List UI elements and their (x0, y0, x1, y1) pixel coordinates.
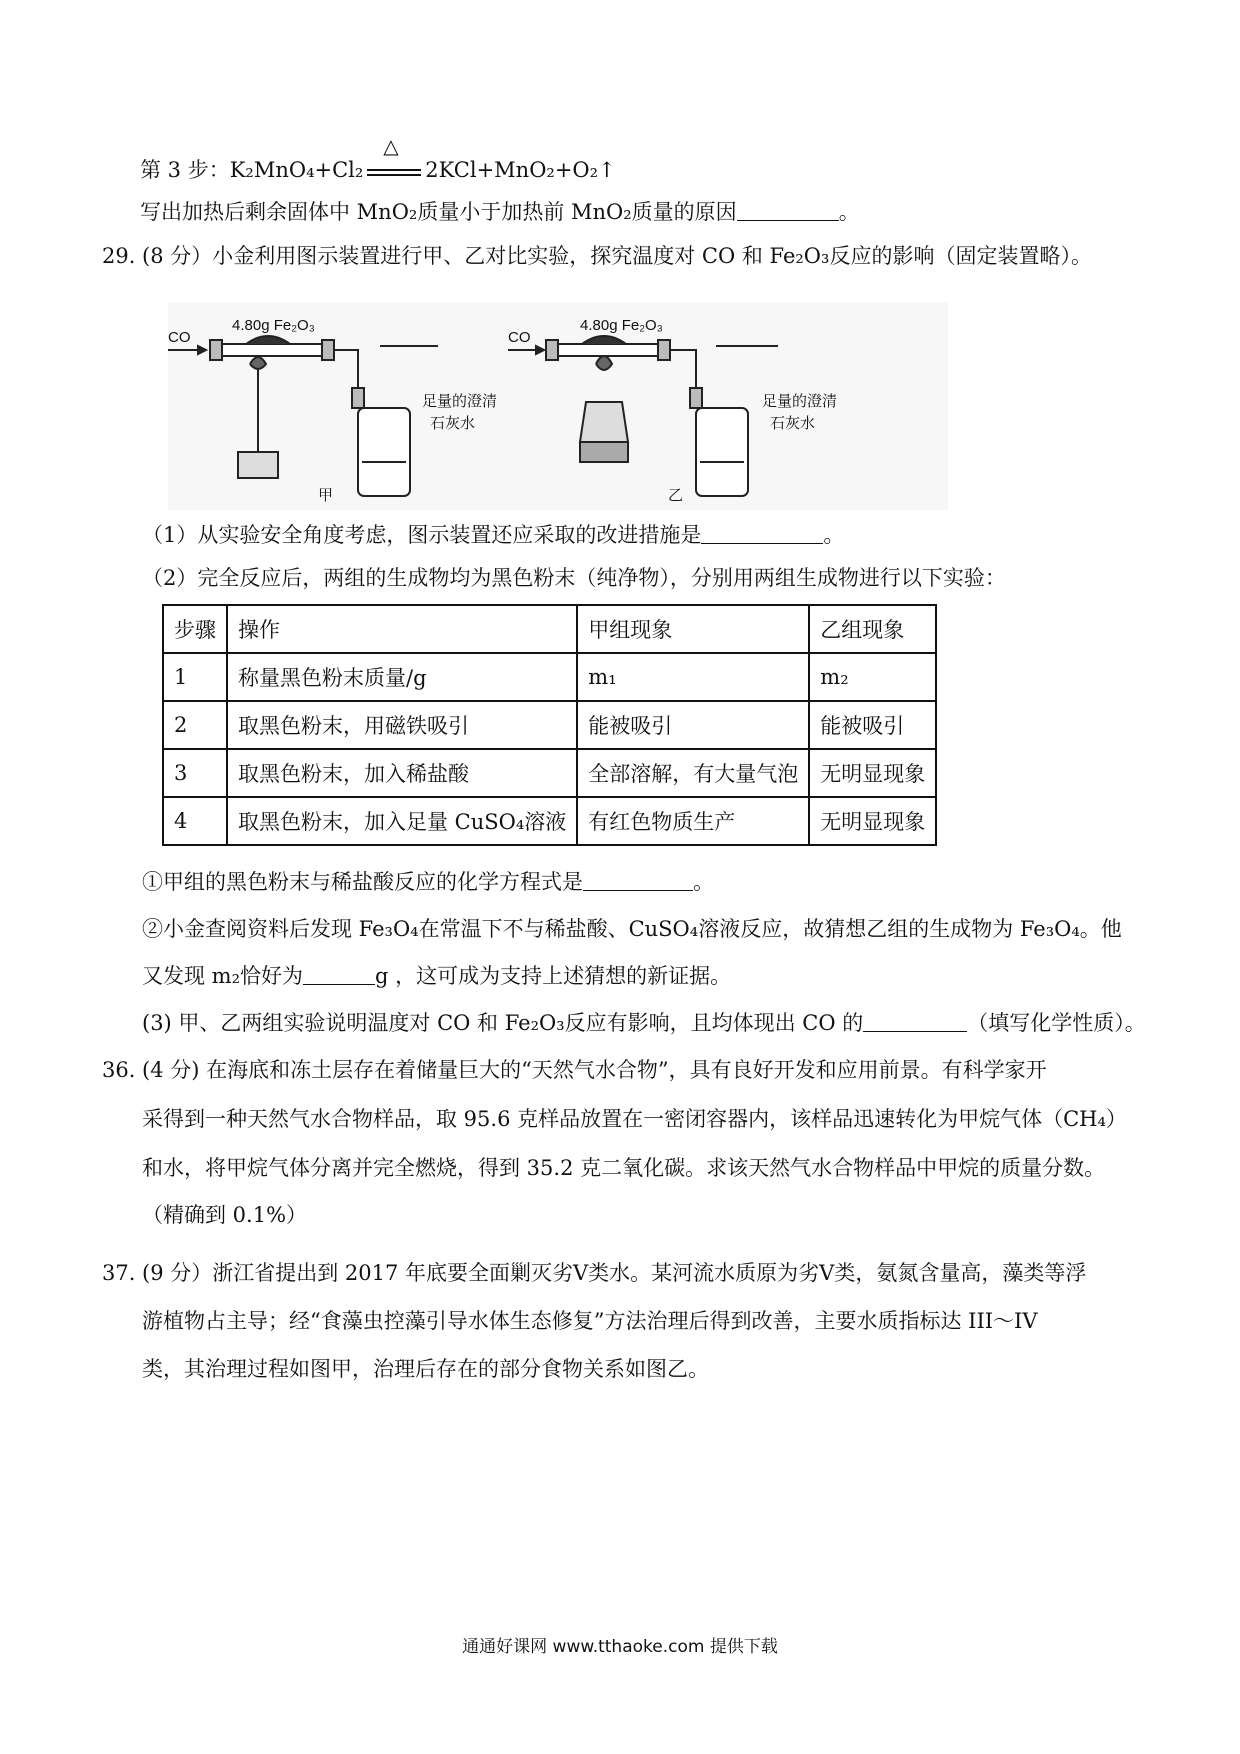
co-label-right: CO (508, 329, 531, 346)
q37-number: 37. (102, 1261, 136, 1285)
table-cell: 取黑色粉末，加入足量 CuSO₄溶液 (227, 797, 577, 845)
table-row (163, 749, 936, 797)
answer-blank[interactable] (303, 964, 375, 985)
answer-blank[interactable] (701, 523, 823, 544)
apparatus-figure (168, 302, 948, 510)
table-row (163, 701, 936, 749)
q37-line3: 类，其治理过程如图甲，治理后存在的部分食物关系如图乙。 (142, 1357, 709, 1381)
table-cell: 1 (163, 653, 227, 701)
equals-bar-top (367, 169, 421, 171)
co-label-left: CO (168, 329, 191, 346)
step3-reactants: K₂MnO₄+Cl₂ (229, 158, 364, 182)
delta-symbol: △ (383, 134, 399, 158)
q29-number: 29. (102, 244, 136, 268)
table-cell: m₁ (577, 653, 809, 701)
table-cell: 取黑色粉末，用磁铁吸引 (227, 701, 577, 749)
table-header: 操作 (227, 605, 577, 653)
table-cell: 能被吸引 (809, 701, 936, 749)
q29-c2a: ②小金查阅资料后发现 Fe₃O₄在常温下不与稀盐酸、CuSO₄溶液反应，故猜想乙组的生成物为 Fe₃O₄。他 (142, 917, 1122, 941)
q36-line2: 采得到一种天然气水合物样品，取 95.6 克样品放置在一密闭容器内，该样品迅速转化为甲烷气体（CH₄） (142, 1107, 1127, 1131)
table-cell: 全部溶解，有大量气泡 (577, 749, 809, 797)
table-cell: 能被吸引 (577, 701, 809, 749)
table-cell: 无明显现象 (809, 797, 936, 845)
q29-c2b: 又发现 m₂恰好为 g ，这可成为支持上述猜想的新证据。 (142, 964, 732, 988)
answer-blank[interactable] (737, 200, 839, 221)
table-cell: 2 (163, 701, 227, 749)
answer-blank[interactable] (583, 870, 693, 891)
answer-blank[interactable] (863, 1011, 967, 1032)
table-cell: m₂ (809, 653, 936, 701)
step3-products: 2KCl+MnO₂+O₂↑ (425, 158, 616, 182)
limewater-label-left-1: 足量的澄清 (422, 393, 498, 410)
table-header: 步骤 (163, 605, 227, 653)
mass-label-left: 4.80g Fe₂O₃ (232, 317, 315, 334)
step3-label: 第 3 步： (140, 158, 230, 182)
table-header-row (163, 605, 936, 653)
q37-line2: 游植物占主导；经“食藻虫控藻引导水体生态修复”方法治理后得到改善，主要水质指标达 III～IV (142, 1309, 1038, 1333)
page-footer: 通通好课网 www.tthaoke.com 提供下载 (462, 1637, 778, 1657)
table-row (163, 797, 936, 845)
q29-sub3: (3) 甲、乙两组实验说明温度对 CO 和 Fe₂O₃反应有影响，且均体现出 CO 的 （填写化学性质）。 (142, 1011, 1146, 1035)
table-cell: 有红色物质生产 (577, 797, 809, 845)
q28-tail: 写出加热后剩余固体中 MnO₂质量小于加热前 MnO₂质量的原因 。 (140, 200, 860, 224)
table-cell: 无明显现象 (809, 749, 936, 797)
q36-line1: (4 分) 在海底和冻土层存在着储量巨大的“天然气水合物”，具有良好开发和应用前景。有科学家开 (142, 1058, 1047, 1082)
table-header: 甲组现象 (577, 605, 809, 653)
table-cell: 称量黑色粉末质量/g (227, 653, 577, 701)
limewater-label-left-2: 石灰水 (430, 415, 476, 432)
q29-sub1: （1）从实验安全角度考虑，图示装置还应采取的改进措施是 。 (142, 523, 845, 547)
limewater-label-right-2: 石灰水 (770, 415, 816, 432)
figure-label-yi: 乙 (668, 487, 684, 504)
figure-label-jia: 甲 (318, 487, 334, 504)
q29-intro: (8 分）小金利用图示装置进行甲、乙对比实验，探究温度对 CO 和 Fe₂O₃反应的影响（固定装置略）。 (142, 244, 1092, 268)
table-cell: 取黑色粉末，加入稀盐酸 (227, 749, 577, 797)
table-cell: 4 (163, 797, 227, 845)
mass-label-right: 4.80g Fe₂O₃ (580, 317, 663, 334)
equals-bar-bottom (367, 174, 421, 176)
step3-equation (140, 134, 616, 185)
table-header: 乙组现象 (809, 605, 936, 653)
q36-line4: （精确到 0.1%） (142, 1203, 308, 1227)
table-cell: 3 (163, 749, 227, 797)
limewater-label-right-1: 足量的澄清 (762, 393, 838, 410)
table-row (163, 653, 936, 701)
heating-condition (363, 134, 425, 185)
experiment-table (162, 604, 937, 846)
q36-line3: 和水，将甲烷气体分离并完全燃烧，得到 35.2 克二氧化碳。求该天然气水合物样品中甲烷的质量分数。 (142, 1156, 1106, 1180)
q37-line1: (9 分）浙江省提出到 2017 年底要全面剿灭劣Ⅴ类水。某河流水质原为劣Ⅴ类，氨氮含量高，藻类等浮 (142, 1261, 1087, 1285)
q36-number: 36. (102, 1058, 136, 1082)
q29-c1: ①甲组的黑色粉末与稀盐酸反应的化学方程式是 。 (142, 870, 714, 894)
q29-sub2: （2）完全反应后，两组的生成物均为黑色粉末（纯净物），分别用两组生成物进行以下实验： (142, 566, 1006, 590)
